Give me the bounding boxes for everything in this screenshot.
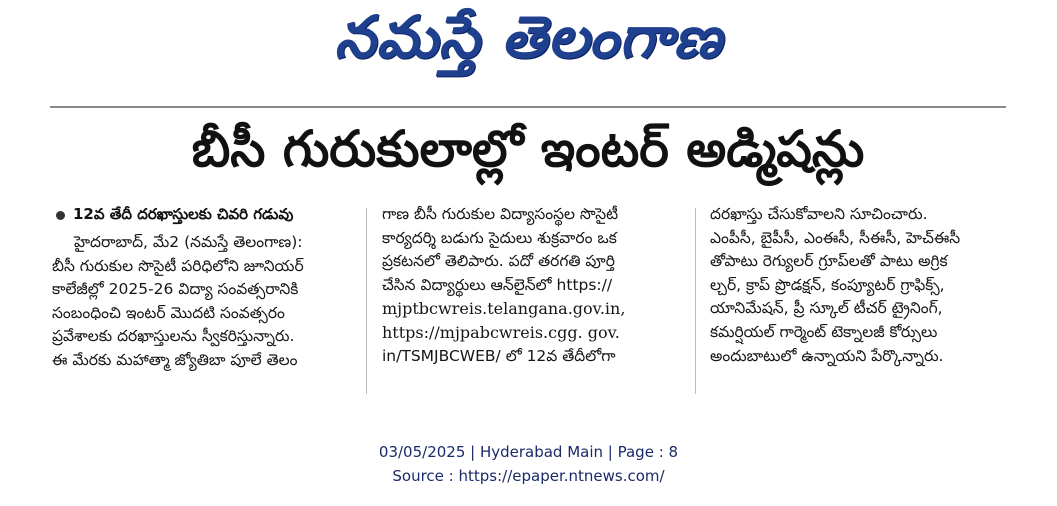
headline-text: బీసీ గురుకులాల్లో ఇంటర్ అడ్మిషన్లు — [191, 119, 865, 178]
text-line: ఈ మేరకు మహాత్మా జ్యోతిబా పూలే తెలం — [52, 350, 298, 369]
text-line: ప్రవేశాలకు దరఖాస్తులను స్వీకరిస్తున్నారు. — [52, 327, 295, 346]
header-divider — [50, 106, 1006, 108]
text-line: దరఖాస్తు చేసుకోవాలని సూచించారు. — [710, 205, 928, 223]
text-line: కార్యదర్శి బడుగు సైదులు శుక్రవారం ఒక — [382, 228, 617, 247]
text-line: mjptbcwreis.telangana.gov.in, — [382, 299, 626, 319]
text-line: అందుబాటులో ఉన్నాయని పేర్కొన్నారు. — [710, 346, 944, 365]
text-line: చేసిన విద్యార్థులు ఆన్‌లైన్‌లో https:// — [382, 275, 613, 294]
bullet-icon — [56, 211, 65, 220]
text-line: సంబంధించి ఇంటర్ మొదటి సంవత్సరం — [52, 303, 285, 322]
text-line: ల్చర్, క్రాప్ ప్రొడక్షన్, కంప్యూటర్ గ్రాఫిక్స్, — [710, 275, 945, 294]
article-headline — [50, 115, 1006, 195]
text-line: https://mjpabcwreis.cgg. gov. — [382, 322, 620, 342]
text-line: తోపాటు రెగ్యులర్ గ్రూప్‌లతో పాటు అగ్రిక — [710, 252, 948, 271]
text-line: కమర్షియల్ గార్మెంట్ టెక్నాలజీ కోర్సులు — [710, 322, 938, 341]
masthead-title: నమస్తే తెలంగాణ — [334, 2, 723, 71]
article-deck — [52, 203, 352, 227]
text-line: కాలేజీల్లో 2025-26 విద్యా సంవత్సరానికి — [52, 280, 299, 299]
article-column-2 — [382, 203, 682, 368]
deck-text: 12వ తేదీ దరఖాస్తులకు చివరి గడువు — [73, 205, 294, 224]
text-line: హైదరాబాద్, మే2 (నమస్తే తెలంగాణ): — [74, 233, 303, 251]
article-column-3 — [710, 203, 1010, 368]
footer-source-link[interactable]: Source : https://epaper.ntnews.com/ — [392, 467, 665, 485]
column-divider — [695, 208, 696, 394]
footer-edition-info: 03/05/2025 | Hyderabad Main | Page : 8 — [378, 443, 679, 461]
text-line: ప్రకటనలో తెలిపారు. పదో తరగతి పూర్తి — [382, 252, 615, 271]
text-line: గాణ బీసీ గురుకుల విద్యాసంస్థల సొసైటీ — [382, 205, 619, 223]
text-line: in/TSMJBCWEB/ లో 12వ తేదీలోగా — [382, 346, 616, 365]
article-column-1 — [52, 203, 352, 373]
text-line: బీసీ గురుకుల సొసైటీ పరిధిలోని జూనియర్ — [52, 256, 304, 275]
column-divider — [366, 208, 367, 394]
masthead — [0, 4, 1057, 84]
text-line: ఎంపీసీ, బైపీసీ, ఎంఈసీ, సీఈసీ, హెచ్‌ఈసీ — [710, 228, 961, 247]
text-line: యానిమేషన్, ప్రీ స్కూల్ టీచర్ ట్రైనింగ్, — [710, 299, 943, 318]
